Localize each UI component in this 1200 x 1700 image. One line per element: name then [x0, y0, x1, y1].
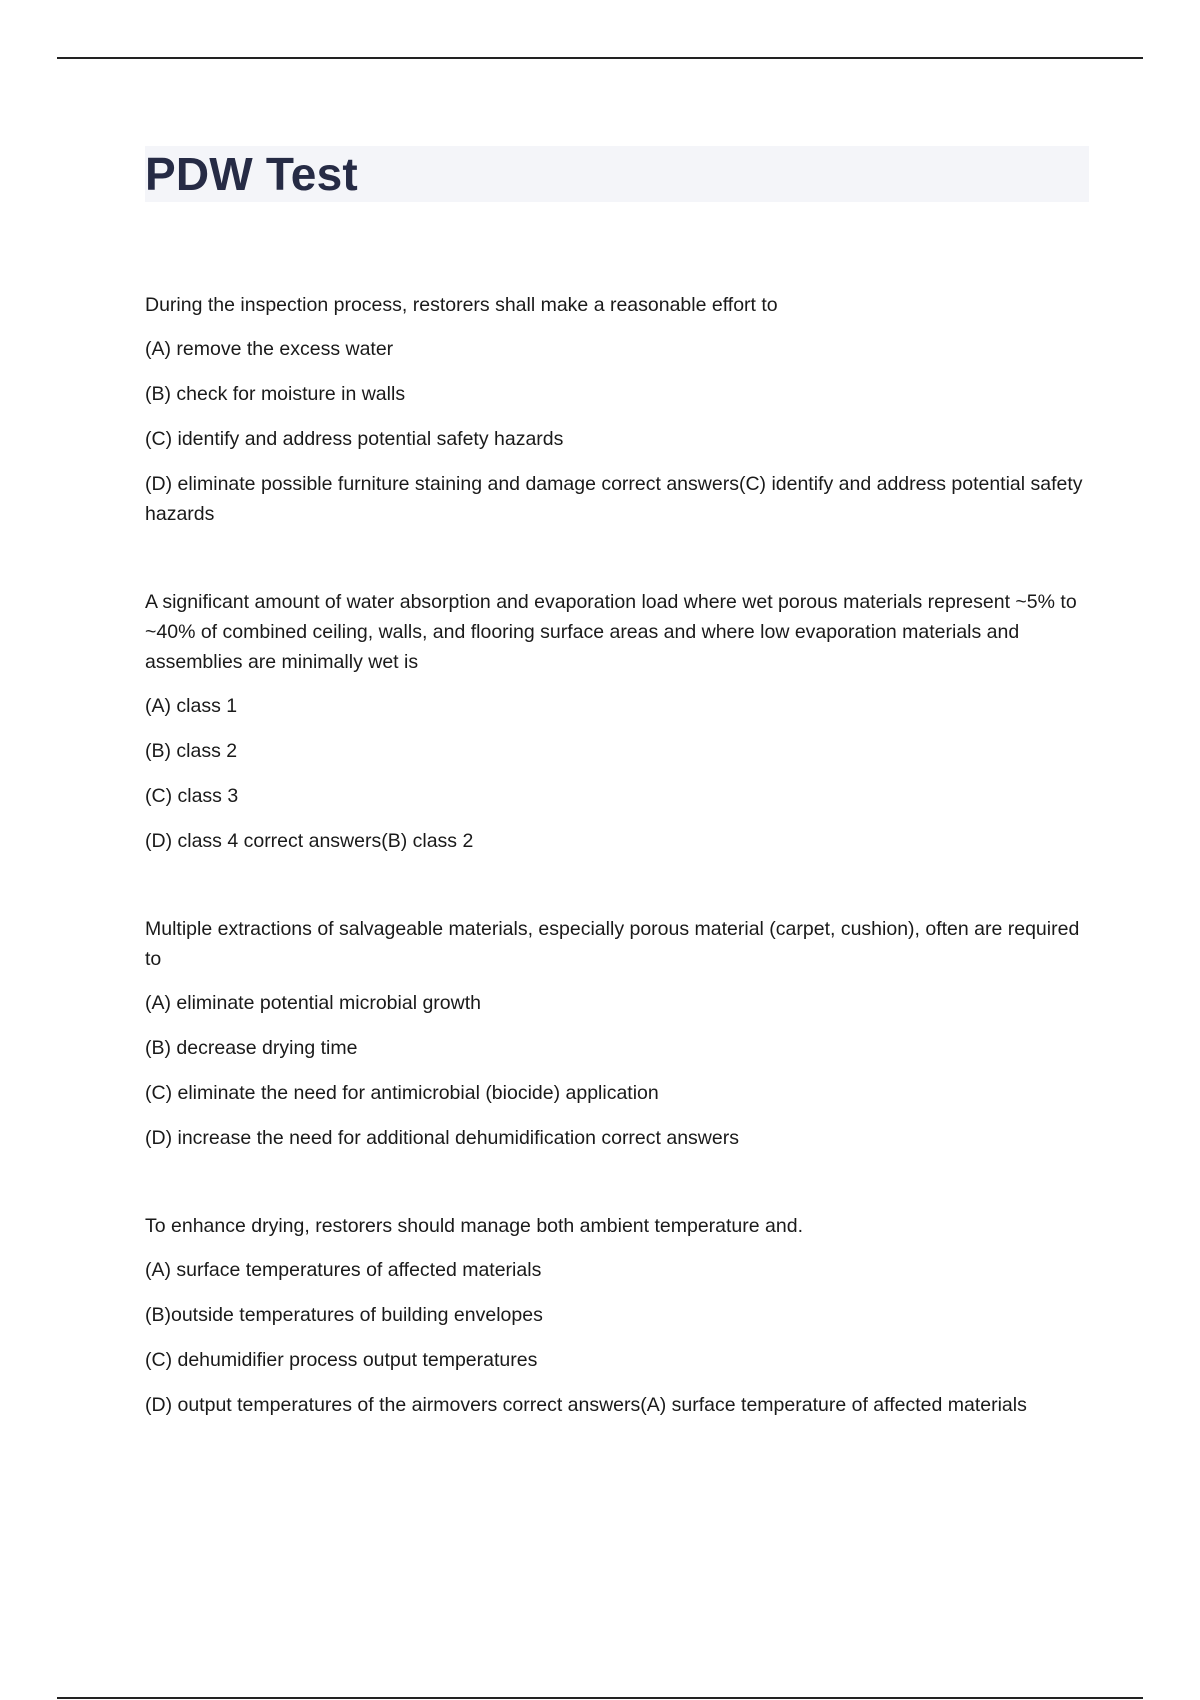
question-text: To enhance drying, restorers should manage both ambient temperature and. [145, 1215, 803, 1237]
question-text: During the inspection process, restorers shall make a reasonable effort to [145, 294, 778, 316]
answer-option-a: (A) surface temperatures of affected materials [145, 1259, 542, 1281]
answer-option-c: (C) eliminate the need for antimicrobial (biocide) application [145, 1082, 659, 1104]
question-block-1 [145, 290, 1089, 529]
question-block-4 [145, 1211, 1089, 1420]
answer-option-a: (A) eliminate potential microbial growth [145, 992, 481, 1014]
answer-option-b: (B)outside temperatures of building envelopes [145, 1304, 543, 1326]
question-block-2 [145, 587, 1089, 856]
page-title: PDW Test [145, 148, 358, 200]
answer-option-d: (D) class 4 correct answers(B) class 2 [145, 830, 474, 852]
answer-option-c: (C) identify and address potential safety hazards [145, 428, 564, 450]
answer-option-c: (C) dehumidifier process output temperatures [145, 1349, 538, 1371]
question-text: A significant amount of water absorption and evaporation load where wet porous materials represent ~5% to ~40% of combined ceiling, walls, and flooring surface areas and where low evaporation materials and assemblies are minimally wet is [145, 591, 1077, 673]
answer-option-b: (B) class 2 [145, 740, 238, 762]
top-rule [57, 57, 1143, 59]
question-block-3 [145, 914, 1089, 1153]
bottom-rule [57, 1697, 1143, 1699]
answer-option-c: (C) class 3 [145, 785, 239, 807]
document-body [145, 290, 1089, 1478]
answer-option-a: (A) remove the excess water [145, 338, 394, 360]
answer-option-b: (B) check for moisture in walls [145, 383, 406, 405]
answer-option-d: (D) output temperatures of the airmovers correct answers(A) surface temperature of affected materials [145, 1394, 1027, 1416]
title-band [145, 146, 1089, 202]
answer-option-d: (D) increase the need for additional dehumidification correct answers [145, 1127, 739, 1149]
answer-option-b: (B) decrease drying time [145, 1037, 358, 1059]
question-text: Multiple extractions of salvageable materials, especially porous material (carpet, cushion), often are required to [145, 918, 1080, 970]
answer-option-a: (A) class 1 [145, 695, 238, 717]
answer-option-d: (D) eliminate possible furniture staining and damage correct answers(C) identify and address potential safety hazards [145, 473, 1083, 525]
